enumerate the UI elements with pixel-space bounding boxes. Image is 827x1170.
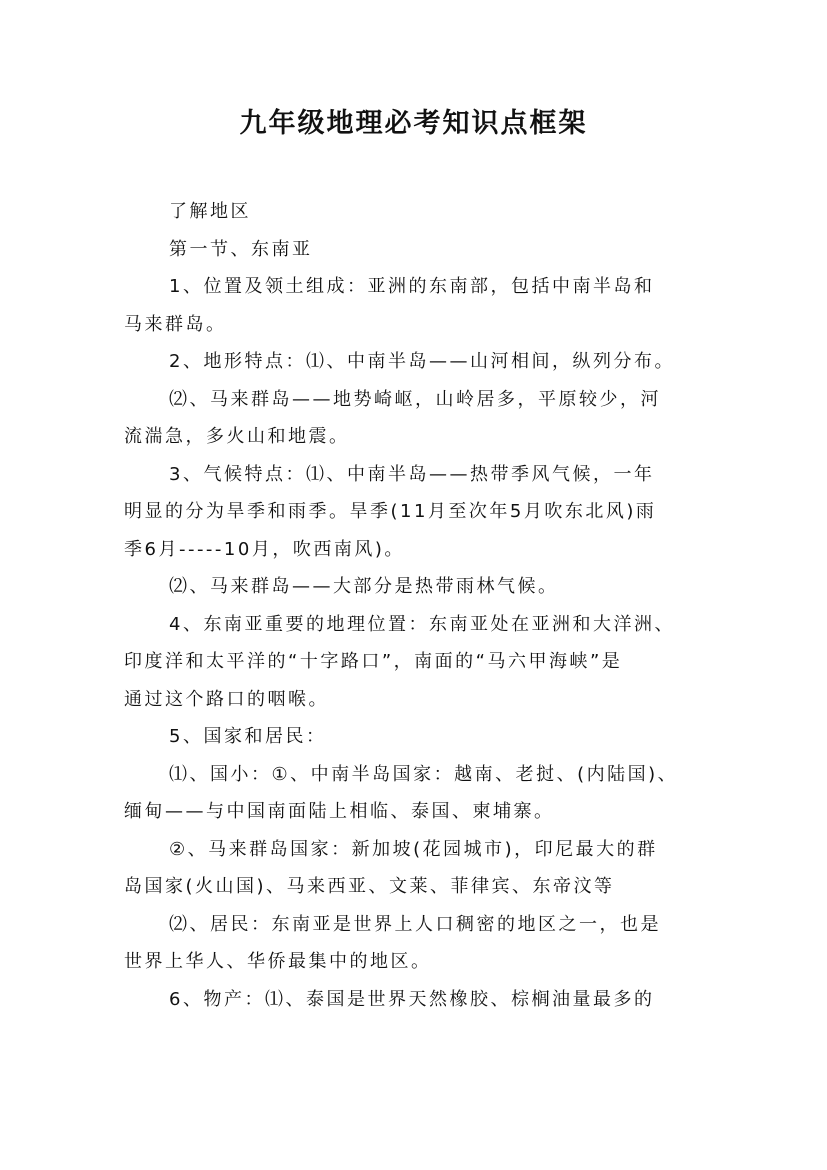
paragraph-line: 1、位置及领土组成：亚洲的东南部，包括中南半岛和 bbox=[169, 276, 655, 297]
paragraph-line: 了解地区 bbox=[169, 201, 251, 222]
paragraph-line: 明显的分为旱季和雨季。旱季(11月至次年5月吹东北风)雨 bbox=[124, 501, 657, 522]
paragraph-line: 4、东南亚重要的地理位置：东南亚处在亚洲和大洋洲、 bbox=[169, 613, 675, 635]
paragraph-line: 岛国家(火山国)、马来西亚、文莱、菲律宾、东帝汶等 bbox=[124, 876, 615, 897]
paragraph-line: 世界上华人、华侨最集中的地区。 bbox=[124, 951, 432, 972]
paragraph-line: 印度洋和太平洋的“十字路口”，南面的“马六甲海峡”是 bbox=[124, 651, 623, 672]
paragraph-line: 缅甸——与中国南面陆上相临、泰国、柬埔寨。 bbox=[124, 801, 555, 822]
paragraph-line: 5、国家和居民： bbox=[169, 726, 327, 747]
paragraph-line: 通过这个路口的咽喉。 bbox=[124, 688, 329, 710]
paragraph-line: ⑵、马来群岛——地势崎岖，山岭居多，平原较少，河 bbox=[169, 388, 661, 410]
paragraph-line: 第一节、东南亚 bbox=[169, 238, 313, 260]
paragraph-line: 2、地形特点：⑴、中南半岛——山河相间，纵列分布。 bbox=[169, 351, 675, 372]
paragraph-line: ②、马来群岛国家：新加坡(花园城市)，印尼最大的群 bbox=[169, 838, 658, 860]
paragraph-line: ⑴、国小：①、中南半岛国家：越南、老挝、(内陆国)、 bbox=[169, 763, 679, 785]
paragraph-line: 马来群岛。 bbox=[124, 313, 227, 335]
document-body bbox=[124, 193, 710, 1018]
paragraph-line: ⑵、马来群岛——大部分是热带雨林气候。 bbox=[169, 576, 559, 597]
paragraph-line: 流湍急，多火山和地震。 bbox=[124, 426, 350, 447]
document-title: 九年级地理必考知识点框架 bbox=[239, 108, 588, 139]
paragraph-line: ⑵、居民：东南亚是世界上人口稠密的地区之一，也是 bbox=[169, 913, 661, 935]
paragraph-line: 3、气候特点：⑴、中南半岛——热带季风气候，一年 bbox=[169, 463, 655, 485]
paragraph-line: 季6月-----10月，吹西南风)。 bbox=[124, 538, 405, 560]
paragraph-line: 6、物产：⑴、泰国是世界天然橡胶、棕榈油量最多的 bbox=[169, 988, 655, 1010]
